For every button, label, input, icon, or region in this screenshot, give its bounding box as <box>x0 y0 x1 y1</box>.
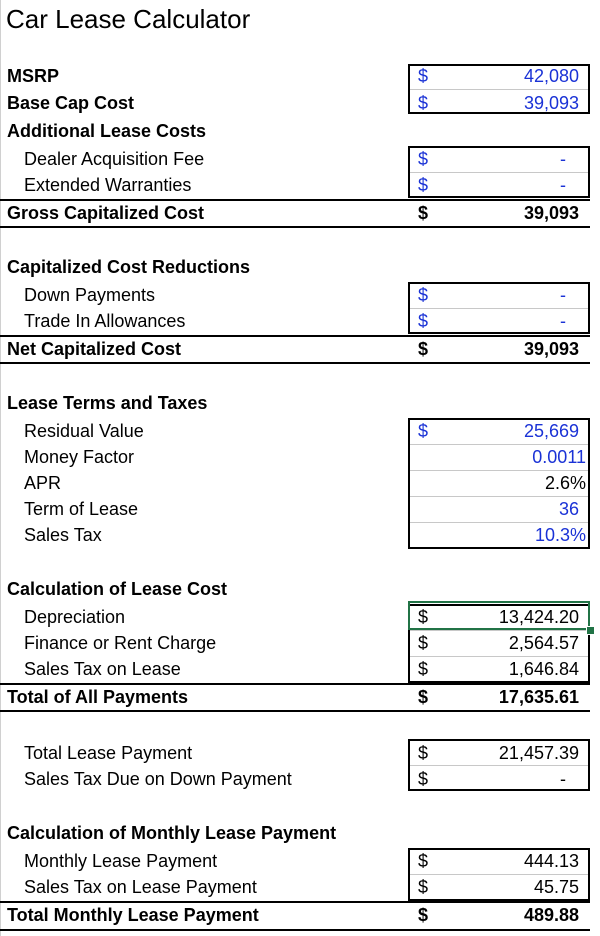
residual-currency: $ <box>418 421 429 441</box>
monthly-payment-currency: $ <box>418 851 429 871</box>
term-label: Term of Lease <box>24 499 139 519</box>
monthly-payment-label: Monthly Lease Payment <box>24 851 218 871</box>
cell-divider <box>410 172 588 173</box>
calc-header: Calculation of Lease Cost <box>7 579 228 599</box>
apr-label: APR <box>24 473 62 493</box>
tax-due-down-currency: $ <box>418 769 429 789</box>
total-monthly-cell[interactable]: 489.88 <box>523 905 579 925</box>
gross-cap-currency: $ <box>418 203 429 223</box>
total-rule <box>0 901 590 903</box>
total-monthly-label: Total Monthly Lease Payment <box>7 905 259 925</box>
tax-due-down-cell[interactable]: - <box>560 769 566 789</box>
dealer-fee-cell[interactable]: - <box>560 149 566 169</box>
tax-on-lease-currency: $ <box>418 659 429 679</box>
total-monthly-currency: $ <box>418 905 429 925</box>
money-factor-cell[interactable]: 0.0011 <box>532 447 586 467</box>
total-rule <box>0 683 590 685</box>
base-cap-currency: $ <box>418 93 429 113</box>
warranties-cell[interactable]: - <box>560 175 566 195</box>
cell-divider <box>410 470 588 471</box>
cell-divider <box>410 630 588 631</box>
total-payments-cell[interactable]: 17,635.61 <box>498 687 579 707</box>
total-lease-payment-cell[interactable]: 21,457.39 <box>498 743 579 763</box>
monthly-tax-label: Sales Tax on Lease Payment <box>24 877 257 897</box>
trade-in-cell[interactable]: - <box>560 311 566 331</box>
grid-line <box>0 0 1 936</box>
total-payments-currency: $ <box>418 687 429 707</box>
residual-cell[interactable]: 25,669 <box>523 421 579 441</box>
msrp-label: MSRP <box>7 66 60 86</box>
cell-divider <box>410 89 588 90</box>
terms-header: Lease Terms and Taxes <box>7 393 208 413</box>
fill-handle[interactable] <box>586 626 595 635</box>
monthly-payment-cell[interactable]: 444.13 <box>523 851 579 871</box>
down-payments-label: Down Payments <box>24 285 156 305</box>
tax-on-lease-cell[interactable]: 1,646.84 <box>508 659 579 679</box>
tax-due-down-label: Sales Tax Due on Down Payment <box>24 769 292 789</box>
cell-divider <box>410 496 588 497</box>
down-payments-cell[interactable]: - <box>560 285 566 305</box>
warranties-currency: $ <box>418 175 429 195</box>
trade-in-currency: $ <box>418 311 429 331</box>
msrp-cell[interactable]: 42,080 <box>523 66 579 86</box>
total-rule <box>0 226 590 228</box>
net-cap-cell[interactable]: 39,093 <box>523 339 579 359</box>
total-rule <box>0 335 590 337</box>
cell-divider <box>410 444 588 445</box>
cell-divider <box>410 656 588 657</box>
cell-divider <box>410 874 588 875</box>
depreciation-currency: $ <box>418 607 429 627</box>
cell-divider <box>410 308 588 309</box>
base-cap-cell[interactable]: 39,093 <box>523 93 579 113</box>
monthly-tax-currency: $ <box>418 877 429 897</box>
sheet-title: Car Lease Calculator <box>6 4 251 34</box>
monthly-tax-cell[interactable]: 45.75 <box>533 877 579 897</box>
total-rule <box>0 362 590 364</box>
money-factor-label: Money Factor <box>24 447 135 467</box>
total-lease-payment-label: Total Lease Payment <box>24 743 193 763</box>
net-cap-label: Net Capitalized Cost <box>7 339 182 359</box>
depreciation-cell[interactable]: 13,424.20 <box>498 607 579 627</box>
total-lease-payment-currency: $ <box>418 743 429 763</box>
gross-cap-cell[interactable]: 39,093 <box>523 203 579 223</box>
gross-cap-label: Gross Capitalized Cost <box>7 203 205 223</box>
trade-in-label: Trade In Allowances <box>24 311 186 331</box>
reductions-header: Capitalized Cost Reductions <box>7 257 251 277</box>
base-cap-label: Base Cap Cost <box>7 93 135 113</box>
sales-tax-cell[interactable]: 10.3% <box>534 525 586 545</box>
sales-tax-label: Sales Tax <box>24 525 102 545</box>
term-cell[interactable]: 36 <box>558 499 579 519</box>
finance-cell[interactable]: 2,564.57 <box>508 633 579 653</box>
residual-label: Residual Value <box>24 421 144 441</box>
cell-divider <box>410 522 588 523</box>
total-rule <box>0 929 590 931</box>
total-rule <box>0 199 590 201</box>
additional-costs-header: Additional Lease Costs <box>7 121 207 141</box>
total-payments-label: Total of All Payments <box>7 687 189 707</box>
dealer-fee-currency: $ <box>418 149 429 169</box>
msrp-currency: $ <box>418 66 429 86</box>
down-payments-currency: $ <box>418 285 429 305</box>
net-cap-currency: $ <box>418 339 429 359</box>
apr-cell[interactable]: 2.6% <box>544 473 586 493</box>
monthly-header: Calculation of Monthly Lease Payment <box>7 823 337 843</box>
total-rule <box>0 710 590 712</box>
warranties-label: Extended Warranties <box>24 175 192 195</box>
depreciation-label: Depreciation <box>24 607 126 627</box>
dealer-fee-label: Dealer Acquisition Fee <box>24 149 205 169</box>
finance-currency: $ <box>418 633 429 653</box>
cell-divider <box>410 765 588 766</box>
finance-label: Finance or Rent Charge <box>24 633 217 653</box>
tax-on-lease-label: Sales Tax on Lease <box>24 659 181 679</box>
